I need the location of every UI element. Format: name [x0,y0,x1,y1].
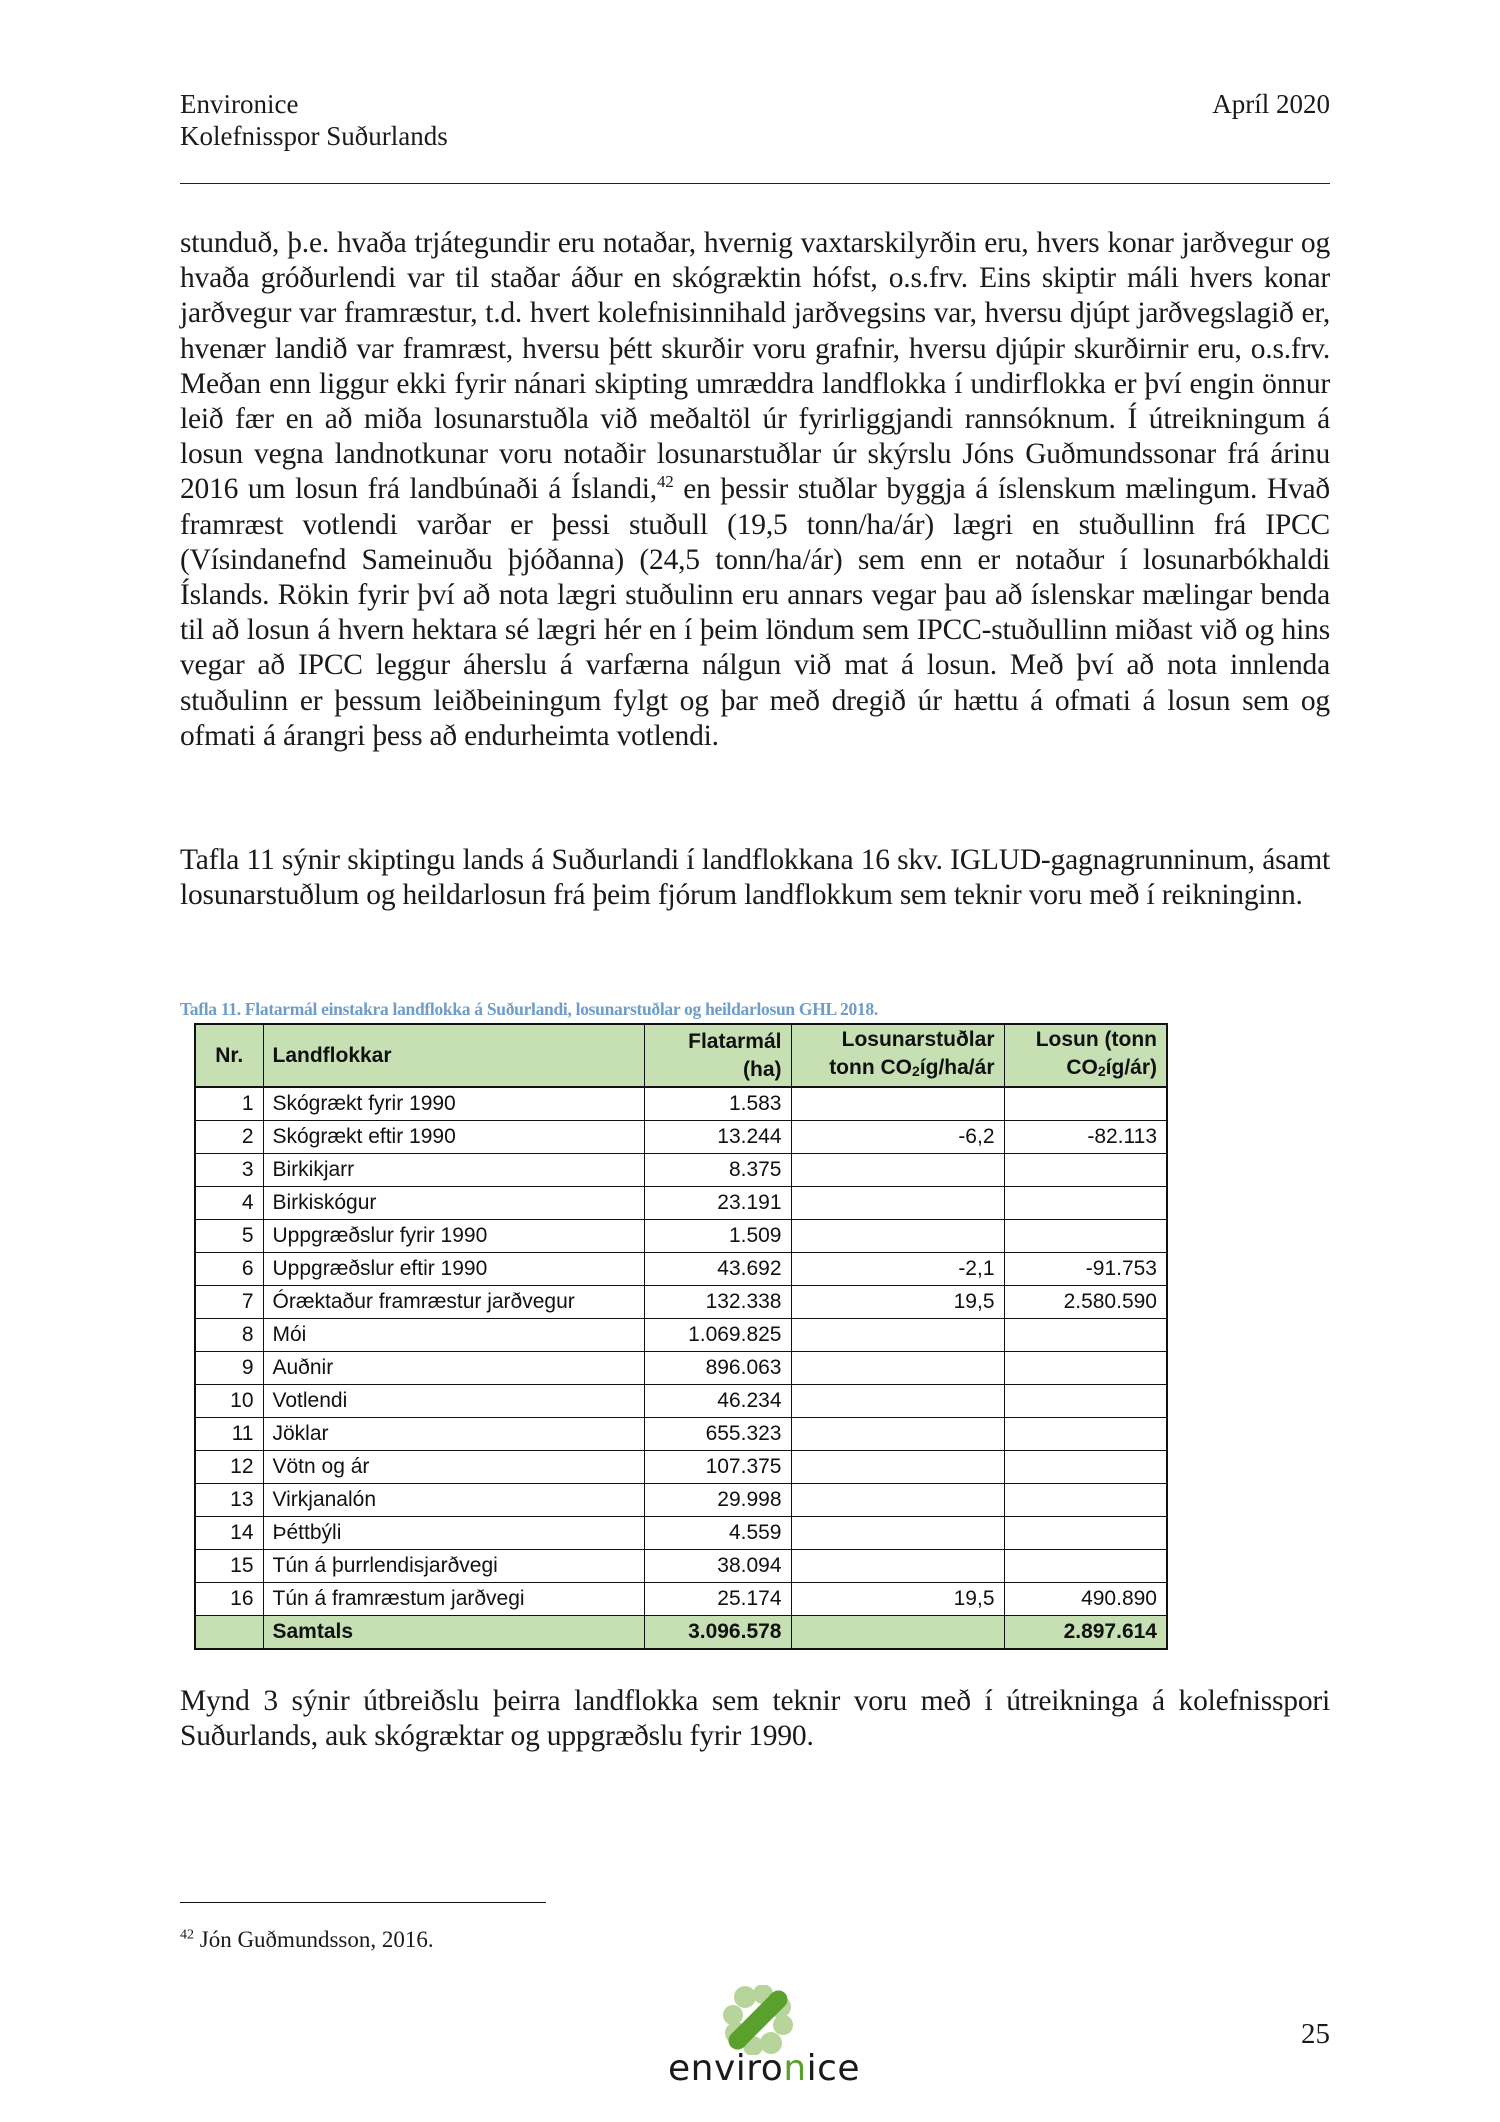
table-row [195,1319,1167,1352]
running-header-left [180,88,448,152]
header-emission-factor [791,1024,1004,1087]
cell-emission [1004,1220,1167,1253]
footnote-text: Jón Guðmundsson, 2016. [194,1927,434,1952]
cell-category: Skógrækt eftir 1990 [263,1121,644,1154]
body-paragraph-1 [180,226,1330,754]
cell-emission [1004,1517,1167,1550]
cell-emission: 2.580.590 [1004,1286,1167,1319]
total-area: 3.096.578 [644,1616,791,1650]
body-paragraph-2: Tafla 11 sýnir skiptingu lands á Suðurlandi í landflokkana 16 skv. IGLUD-gagnagrunninum, ásamt losunarstuðlum og heildarlosun frá þeim fjórum landflokkum sem teknir voru með í reikninginn. [180,844,1330,912]
table-row [195,1253,1167,1286]
cell-area: 38.094 [644,1550,791,1583]
body-paragraph-3: Mynd 3 sýnir útbreiðslu þeirra landflokka sem teknir voru með í útreikninga á kolefnisspori Suðurlands, auk skógræktar og uppgræðslu fyrir 1990. [180,1685,1330,1753]
header-factor-line2 [801,1054,995,1085]
cell-factor [791,1385,1004,1418]
table-row [195,1550,1167,1583]
total-emission: 2.897.614 [1004,1616,1167,1650]
header-date: Apríl 2020 [1212,89,1330,119]
table-total-row [195,1616,1167,1650]
logo-word-part-c: ice [806,2048,861,2089]
cell-emission [1004,1484,1167,1517]
cell-factor: 19,5 [791,1583,1004,1616]
cell-category: Votlendi [263,1385,644,1418]
cell-factor [791,1451,1004,1484]
cell-category: Birkiskógur [263,1187,644,1220]
cell-category: Birkikjarr [263,1154,644,1187]
cell-nr: 4 [195,1187,263,1220]
cell-area: 896.063 [644,1352,791,1385]
cell-area: 655.323 [644,1418,791,1451]
table-row [195,1187,1167,1220]
cell-nr: 3 [195,1154,263,1187]
cell-area: 4.559 [644,1517,791,1550]
cell-emission [1004,1352,1167,1385]
cell-category: Virkjanalón [263,1484,644,1517]
logo-wordmark [668,2048,861,2089]
cell-nr: 11 [195,1418,263,1451]
cell-nr: 5 [195,1220,263,1253]
logo-word-highlight: n [783,2048,807,2089]
header-area-line1: Flatarmál [688,1029,782,1053]
header-emission-line1: Losun (tonn [1035,1028,1157,1051]
header-rule [180,183,1330,184]
cell-area: 1.583 [644,1087,791,1121]
cell-nr: 12 [195,1451,263,1484]
cell-nr: 16 [195,1583,263,1616]
land-category-table [194,1023,1168,1650]
cell-emission: -82.113 [1004,1121,1167,1154]
cell-emission [1004,1418,1167,1451]
table-row [195,1087,1167,1121]
cell-category: Þéttbýli [263,1517,644,1550]
cell-factor [791,1484,1004,1517]
header-emission-unit-b: íg/ár) [1105,1056,1157,1079]
cell-area: 1.509 [644,1220,791,1253]
cell-emission [1004,1154,1167,1187]
cell-nr: 9 [195,1352,263,1385]
cell-category: Óræktaður framræstur jarðvegur [263,1286,644,1319]
cell-emission [1004,1451,1167,1484]
clover-leaf-logo-icon [723,1985,793,2055]
header-factor-unit-a: tonn CO [829,1056,912,1079]
table-row [195,1583,1167,1616]
header-emission-line2 [1014,1054,1158,1085]
cell-area: 43.692 [644,1253,791,1286]
cell-factor [791,1220,1004,1253]
cell-nr: 8 [195,1319,263,1352]
page-number: 25 [1301,2018,1330,2050]
table-row [195,1385,1167,1418]
table-row [195,1517,1167,1550]
cell-nr: 14 [195,1517,263,1550]
header-factor-subscript: 2 [912,1063,920,1079]
cell-factor: 19,5 [791,1286,1004,1319]
cell-nr: 15 [195,1550,263,1583]
footnote-number: 42 [180,1927,194,1943]
cell-emission [1004,1087,1167,1121]
cell-factor: -6,2 [791,1121,1004,1154]
cell-area: 23.191 [644,1187,791,1220]
footnote-ref-42[interactable]: 42 [656,472,674,492]
cell-emission [1004,1319,1167,1352]
header-org: Environice [180,89,299,119]
table-row [195,1286,1167,1319]
cell-nr: 2 [195,1121,263,1154]
logo-word-part-a: enviro [668,2048,784,2089]
footnote-42 [180,1926,434,1954]
table-row [195,1154,1167,1187]
header-area-line2: (ha) [743,1057,782,1081]
total-nr [195,1616,263,1650]
header-emission [1004,1024,1167,1087]
footnote-separator [180,1902,546,1903]
table-row [195,1352,1167,1385]
table-caption: Tafla 11. Flatarmál einstakra landflokka á Suðurlandi, losunarstuðlar og heildarlosun GHL 2018. [180,999,878,1019]
header-nr: Nr. [195,1024,263,1087]
header-factor-line1: Losunarstuðlar [841,1028,995,1051]
cell-area: 46.234 [644,1385,791,1418]
cell-nr: 7 [195,1286,263,1319]
header-emission-unit-a: CO [1066,1056,1098,1079]
table-row [195,1418,1167,1451]
cell-area: 29.998 [644,1484,791,1517]
cell-factor: -2,1 [791,1253,1004,1286]
cell-area: 132.338 [644,1286,791,1319]
header-category: Landflokkar [263,1024,644,1087]
table-row [195,1451,1167,1484]
total-factor [791,1616,1004,1650]
cell-category: Skógrækt fyrir 1990 [263,1087,644,1121]
paragraph-1-text-b: en þessir stuðlar byggja á íslenskum mælingum. Hvað framræst votlendi varðar er þessi stuðull (19,5 tonn/ha/ár) lægri en stuðullinn frá IPCC (Vísindanefnd Sameinuðu þjóðanna) (24,5 tonn/ha/ár) sem enn er notaður í losunarbókhaldi Íslands. Rökin fyrir því að nota lægri stuðulinn eru annars vegar þau að íslenskar mælingar benda til að losun á hvern hektara sé lægri hér en í þeim löndum sem IPCC-stuðullinn miðast við og hins vegar að IPCC leggur áherslu á varfærna nálgun við mat á losun. Með því að nota innlenda stuðulinn er þessum leiðbeiningum fylgt og þar með dregið úr hættu á ofmati á losun sem og ofmati á árangri þess að endurheimta votlendi. [180,473,1330,752]
cell-area: 107.375 [644,1451,791,1484]
cell-nr: 13 [195,1484,263,1517]
cell-factor [791,1418,1004,1451]
cell-emission [1004,1385,1167,1418]
cell-emission [1004,1187,1167,1220]
cell-factor [791,1352,1004,1385]
cell-area: 8.375 [644,1154,791,1187]
table-row [195,1121,1167,1154]
cell-area: 25.174 [644,1583,791,1616]
table-body [195,1087,1167,1649]
cell-area: 1.069.825 [644,1319,791,1352]
header-emission-subscript: 2 [1097,1063,1106,1079]
header-area [644,1024,791,1087]
cell-category: Auðnir [263,1352,644,1385]
cell-factor [791,1087,1004,1121]
cell-category: Mói [263,1319,644,1352]
cell-category: Tún á þurrlendisjarðvegi [263,1550,644,1583]
cell-emission [1004,1550,1167,1583]
cell-factor [791,1517,1004,1550]
environice-logo [668,1985,861,2095]
cell-factor [791,1154,1004,1187]
cell-category: Jöklar [263,1418,644,1451]
total-label: Samtals [263,1616,644,1650]
paragraph-1-text-a: stunduð, þ.e. hvaða trjátegundir eru notaðar, hvernig vaxtarskilyrðin eru, hvers konar jarðvegur og hvaða gróðurlendi var til staðar áður en skógræktin hófst, o.s.frv. Eins skiptir máli hvers konar jarðvegur var framræstur, t.d. hvert kolefnisinnihald jarðvegsins var, hversu djúpt jarðvegslagið er, hvenær landið var framræst, hversu þétt skurðir voru grafnir, hversu djúpir skurðirnir eru, o.s.frv. Meðan enn liggur ekki fyrir nánari skipting umræddra landflokka í undirflokka er því engin önnur leið fær en að miða losunarstuðla við meðaltöl úr fyrirliggjandi rannsóknum. Í útreikningum á losun vegna landnotkunar voru notaðir losunarstuðlar úr skýrslu Jóns Guðmundssonar frá árinu 2016 um losun frá landbúnaði á Íslandi, [180,227,1330,506]
cell-emission: 490.890 [1004,1583,1167,1616]
cell-factor [791,1187,1004,1220]
cell-category: Uppgræðslur eftir 1990 [263,1253,644,1286]
table-row [195,1484,1167,1517]
table-header-row [195,1024,1167,1087]
header-doc-title: Kolefnisspor Suðurlands [180,121,448,151]
header-factor-unit-b: íg/ha/ár [919,1056,995,1079]
cell-nr: 6 [195,1253,263,1286]
cell-emission: -91.753 [1004,1253,1167,1286]
cell-category: Tún á framræstum jarðvegi [263,1583,644,1616]
cell-nr: 1 [195,1087,263,1121]
cell-nr: 10 [195,1385,263,1418]
cell-factor [791,1319,1004,1352]
table-row [195,1220,1167,1253]
cell-category: Vötn og ár [263,1451,644,1484]
cell-factor [791,1550,1004,1583]
cell-area: 13.244 [644,1121,791,1154]
cell-category: Uppgræðslur fyrir 1990 [263,1220,644,1253]
